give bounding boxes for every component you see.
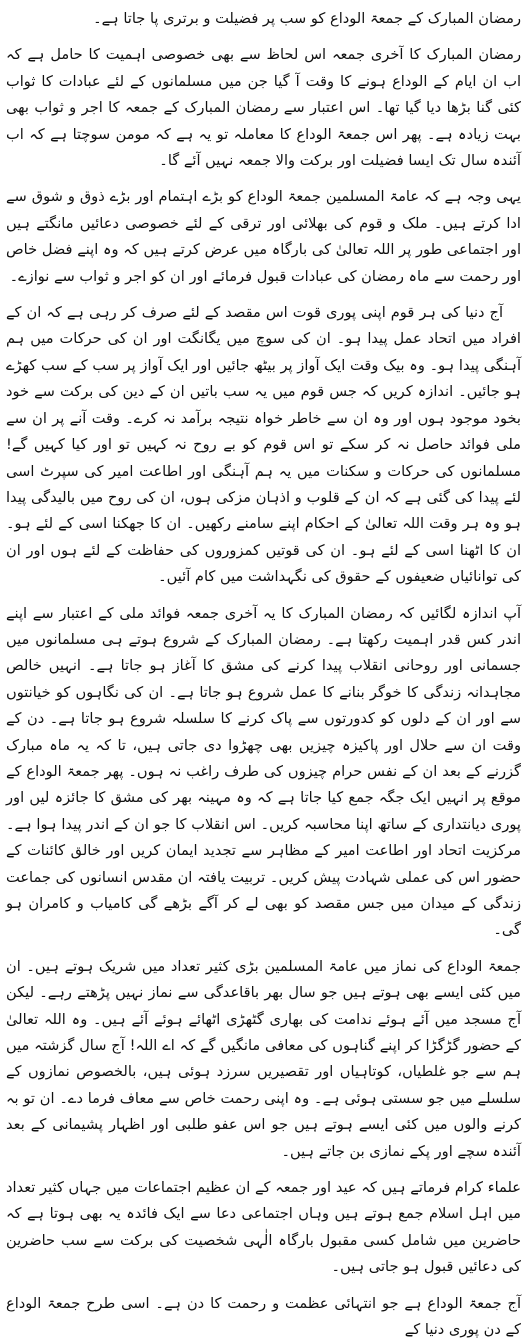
article-paragraph-7: علماء کرام فرماتے ہیں کہ عید اور جمعہ کے ان عظیم اجتماعات میں جہاں کثیر تعداد میں اہل اسلام جمع ہوتے ہیں وہاں اجتماعی دعا سے ایک فائدہ یہ بھی ہوتا ہے کہ حاضرین میں شامل کسی مقبول بارگاہ الٰہی شخصیت کی برکت سے سب حاضرین کی دعائیں قبول ہو جاتی ہیں۔ xyxy=(6,1179,521,1276)
article-paragraph-4: آج دنیا کی ہر قوم اپنی پوری قوت اس مقصد کے لئے صرف کر رہی ہے کہ ان کے افراد میں اتحاد عمل پیدا ہو۔ ان کی سوچ میں یگانگت اور ان کی حرکات میں ہم آہنگی پیدا ہو۔ وہ بیک وقت ایک آواز پر بیٹھ جائیں اور ایک آواز پر سب کے سب کھڑے ہو جائیں۔ اندازہ کریں کہ جس قوم میں یہ سب باتیں ان کے دین کی برکت سے خود بخود موجود ہوں اور وہ ان سے خاطر خواہ نتیجہ برآمد نہ کرے۔ وقت آنے پر ان سے ملی فوائد حاصل نہ کر سکے تو اس قوم کو بے روح نہ کہیں تو اور کیا کہیں گے! مسلمانوں کی حرکات و سکنات میں یہ ہم آہنگی اور اطاعت امیر کی سپرٹ اسی لئے پیدا کی گئی ہے کہ ان کے قلوب و اذہان مزکی ہوں، ان کی روح میں بالیدگی پیدا ہو وہ ہر وقت اللہ تعالیٰ کے احکام اپنے سامنے رکھیں۔ ان کا جھکنا اسی کے لئے ہو۔ ان کا اٹھنا اسی کے لئے ہو۔ ان کی قوتیں کمزوروں کی حفاظت کے لئے ہوں اور ان کی توانائیاں ضعیفوں کے حقوق کی نگہداشت میں کام آئیں۔ xyxy=(6,304,521,586)
article-paragraph-1: رمضان المبارک کے جمعۃ الوداع کو سب پر فضیلت و برتری پا جاتا ہے۔ xyxy=(93,10,521,27)
article-paragraph-6: جمعۃ الوداع کی نماز میں عامۃ المسلمین بڑی کثیر تعداد میں شریک ہوتے ہیں۔ ان میں کئی ایسے بھی ہوتے ہیں جو سال بھر باقاعدگی سے نماز نہیں پڑھتے رہے۔ لیکن آج مسجد میں آئے ہوئے ندامت کی بھاری گٹھڑی اٹھائے ہوئے آئے ہیں۔ وہ اللہ تعالیٰ کے حضور گڑگڑا کر اپنے گناہوں کی معافی مانگیں گے کہ اے اللہ! آج سال گزشتہ میں ہم سے جو غلطیاں، کوتاہیاں اور تقصیریں سرزد ہوئی ہیں، بالخصوص نمازوں کے سلسلے میں جو سستی ہوئی ہے۔ وہ اپنی رحمت خاص سے معاف فرما دے۔ ان تو بہ کرنے والوں میں کئی ایسے ہوتے ہیں جو اس عفو طلبی اور اظہار پشیمانی کے بعد آئندہ سچے اور پکے نمازی بن جاتے ہیں۔ xyxy=(6,957,521,1160)
article-paragraph-5: آپ اندازہ لگائیں کہ رمضان المبارک کا یہ آخری جمعہ فوائد ملی کے اعتبار سے اپنے اندر کس قدر اہمیت رکھتا ہے۔ رمضان المبارک کے شروع ہوتے ہی مسلمانوں میں جسمانی اور روحانی انقلاب پیدا کرنے کی مشق کا آغاز ہو جاتا ہے۔ انہیں خالص مجاہدانہ زندگی کا خوگر بنانے کا عمل شروع ہو جاتا ہے۔ ان کی نگاہوں کو خیانتوں سے اور ان کے دلوں کو کدورتوں سے پاک کرنے کا سلسلہ شروع ہو جاتا ہے۔ دن کے وقت ان سے حلال اور پاکیزہ چیزیں بھی چھڑوا دی جاتی ہیں، تا کہ یہ ماہ مبارک گزرنے کے بعد ان کے نفس حرام چیزوں کی طرف راغب نہ ہوں۔ پھر جمعۃ الوداع کے موقع پر انہیں ایک جگہ جمع کیا جاتا ہے کہ وہ مہینہ بھر کی مشق کا جائزہ لیں اور پوری دیانتداری کے ساتھ اپنا محاسبہ کریں۔ اس انقلاب کا جو ان کے اندر پیدا ہوا ہے۔ مرکزیت اتحاد اور اطاعت امیر کے مظاہر سے تجدید ایمان کریں اور خالق کائنات کے حضور اس کی عملی شہادت پیش کریں۔ تربیت یافتہ ان مقدس انسانوں کی جماعت زندگی کے میدان میں جس مقصد کو بھی لے کر آگے بڑھے گی کامیاب و کامران ہو گی۔ xyxy=(6,604,521,939)
article-paragraph-8: آج جمعۃ الوداع ہے جو انتہائی عظمت و رحمت کا دن ہے۔ اسی طرح جمعۃ الوداع کے دن پوری دنیا کے xyxy=(6,1294,521,1339)
article-paragraph-2: رمضان المبارک کا آخری جمعہ اس لحاظ سے بھی خصوصی اہمیت کا حامل ہے کہ اب ان ایام کے الوداع ہونے کا وقت آ گیا جن میں مسلمانوں کے لئے عبادات کا ثواب کئی گنا بڑھا دیا گیا تھا۔ اس اعتبار سے رمضان المبارک کے جمعہ کا اجر و ثواب بھی بہت زیادہ ہے۔ پھر اس جمعۃ الوداع کا معاملہ تو یہ ہے کہ مومن سوچتا ہے کہ اب آئندہ سال تک ایسا فضیلت اور برکت والا جمعہ نہیں آئے گا۔ xyxy=(6,46,521,170)
article-paragraph-3: یہی وجہ ہے کہ عامۃ المسلمین جمعۃ الوداع کو بڑے اہتمام اور بڑے ذوق و شوق سے ادا کرتے ہیں۔ ملک و قوم کی بھلائی اور ترقی کے لئے خصوصی دعائیں مانگتے ہیں اور اجتماعی طور پر اللہ تعالیٰ کی بارگاہ میں عرض کرتے ہیں کہ وہ اپنے فضل خاص اور رحمت سے ماہ رمضان کی عبادات قبول فرمائے اور ان کو اجر و ثواب سے نوازے۔ xyxy=(6,188,521,285)
